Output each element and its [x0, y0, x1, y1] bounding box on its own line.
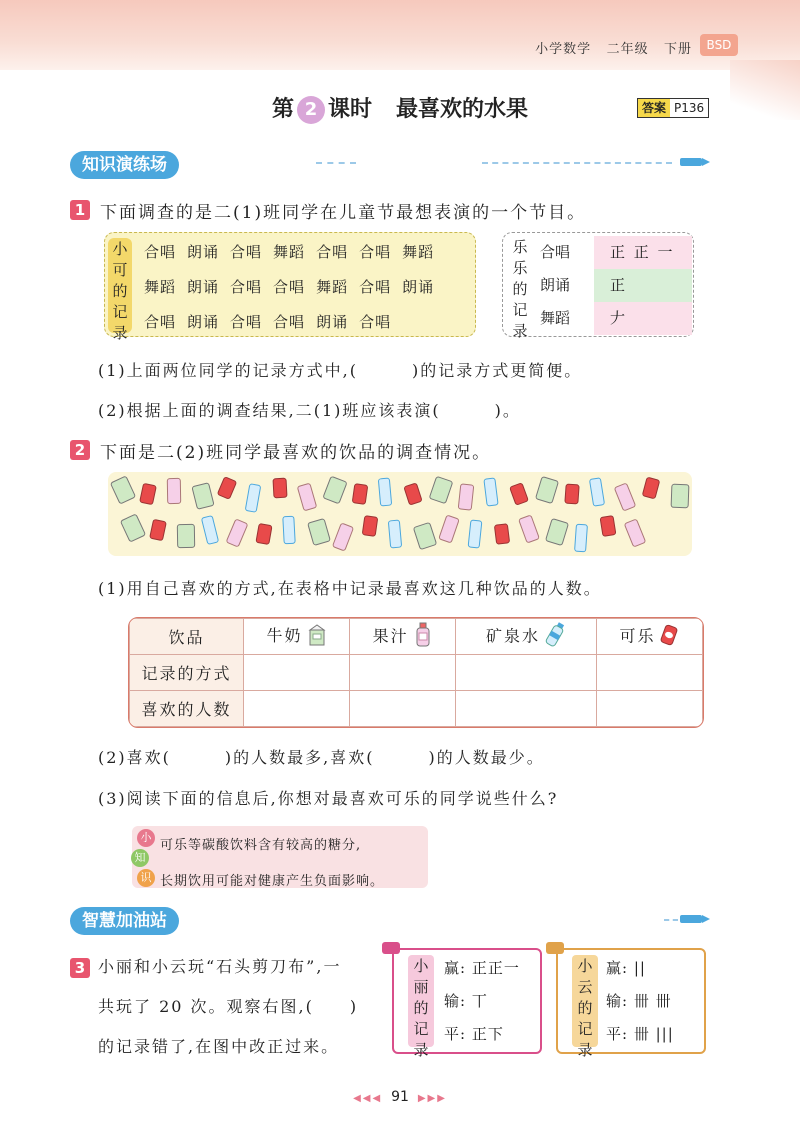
milk-icon [307, 624, 327, 650]
tally-row-recite [540, 269, 692, 302]
milk-carton-icon [110, 475, 136, 504]
record-rows-xiaoke [144, 240, 445, 345]
tally-name: 舞蹈 [540, 309, 571, 327]
milk-carton-icon [120, 513, 146, 542]
q1-sub1: (1)上面两位同学的记录方式中,( )的记录方式更简便。 [98, 361, 583, 380]
juice-bottle-icon [438, 514, 460, 543]
label-char: 小 [112, 240, 128, 258]
col-label: 果汁 [372, 626, 409, 645]
label-char: 的 [112, 282, 128, 300]
label-char: 丽 [413, 978, 429, 996]
water-bottle-icon [467, 519, 482, 548]
tally-row-choir [540, 236, 692, 269]
arrow-left-icon: ◀◀◀ [353, 1093, 383, 1104]
cola-can-icon [659, 623, 679, 651]
question-text: 下面是二(2)班同学最喜欢的饮品的调查情况。 [100, 443, 492, 463]
answer-cell[interactable] [456, 691, 597, 727]
card-row: 赢: 正正一 [444, 959, 520, 977]
book-name: 小学数学 [535, 42, 592, 57]
note-line: 长期饮用可能对健康产生负面影响。 [160, 874, 385, 889]
answer-cell[interactable] [244, 691, 350, 727]
milk-carton-icon [535, 476, 559, 504]
record-item: 朗诵 [402, 278, 435, 296]
answer-cell[interactable] [596, 691, 702, 727]
tally-name: 朗诵 [540, 276, 571, 294]
clip-icon [382, 942, 400, 954]
juice-bottle-icon [225, 518, 248, 547]
divider [316, 162, 356, 164]
record-item: 合唱 [144, 313, 177, 331]
record-item: 合唱 [230, 243, 263, 261]
milk-carton-icon [670, 484, 689, 509]
record-item: 朗诵 [187, 278, 220, 296]
label-char: 的 [413, 999, 429, 1017]
lesson-number: 2 [297, 96, 325, 124]
q3-line: 共玩了 20 次。观察右图,( ) [98, 997, 359, 1016]
answer-label: 答案 [638, 99, 670, 117]
answer-cell[interactable] [456, 655, 597, 691]
water-bottle-icon [483, 477, 498, 506]
record-item: 朗诵 [316, 313, 349, 331]
label-char: 乐 [512, 259, 528, 277]
row-value: 正下 [471, 1025, 504, 1043]
q1-sub2: (2)根据上面的调查结果,二(1)班应该表演( )。 [98, 401, 521, 420]
row-key: 输 [444, 992, 461, 1010]
record-row [144, 240, 445, 275]
juice-bottle-icon [613, 482, 636, 511]
section-tag-practice: 知识演练场 [70, 151, 179, 179]
cola-can-icon [403, 482, 422, 505]
row-key: 平 [606, 1025, 623, 1043]
label-char: 记 [512, 301, 528, 319]
row-key: 平 [444, 1025, 461, 1043]
juice-bottle-icon [413, 622, 433, 652]
col-cola [596, 619, 702, 655]
label-char: 记 [112, 303, 128, 321]
q2-sub3: (3)阅读下面的信息后,你想对最喜欢可乐的同学说些什么? [98, 789, 559, 808]
lesson-name: 最喜欢的水果 [396, 97, 529, 122]
cola-can-icon [149, 519, 167, 541]
question-text: 下面调查的是二(1)班同学在儿童节最想表演的一个节目。 [100, 203, 587, 223]
milk-carton-icon [429, 476, 454, 505]
page-number-value: 91 [391, 1089, 409, 1105]
tally-value: 正 正 一 [594, 236, 692, 269]
record-item: 合唱 [359, 243, 392, 261]
pencil-icon [680, 158, 702, 166]
tally-value: 正 [594, 269, 692, 302]
row-value: 卌 ||| [633, 1025, 674, 1043]
answer-cell[interactable] [596, 655, 702, 691]
row-label-count: 喜欢的人数 [130, 691, 244, 727]
card-label-xiaoyun [572, 955, 598, 1059]
milk-carton-icon [191, 482, 214, 510]
label-char: 录 [112, 324, 128, 342]
col-label: 牛奶 [266, 626, 303, 646]
col-label: 可乐 [619, 626, 656, 645]
drink-table [128, 617, 704, 728]
water-bottle-icon [589, 477, 605, 507]
card-row: 输: 丅 [444, 992, 488, 1010]
note-badge: 知 [131, 849, 149, 867]
answer-page: P136 [670, 99, 708, 117]
water-bottle-icon [282, 516, 295, 545]
juice-bottle-icon [517, 514, 539, 543]
answer-cell[interactable] [244, 655, 350, 691]
record-item: 合唱 [273, 278, 306, 296]
record-label-lele [510, 236, 530, 340]
divider [664, 919, 678, 921]
label-char: 小 [413, 957, 429, 975]
table-header: 饮品 [130, 619, 244, 655]
clip-icon [546, 942, 564, 954]
divider [482, 162, 672, 164]
row-value: 正正一 [471, 959, 520, 977]
label-char: 录 [512, 322, 528, 340]
card-label-xiaoli [408, 955, 434, 1059]
record-item: 舞蹈 [402, 243, 435, 261]
answer-ref[interactable] [637, 98, 709, 118]
col-milk [244, 619, 350, 655]
card-rows-xiaoyun [606, 952, 674, 1051]
cola-can-icon [255, 523, 272, 545]
water-bottle-icon [544, 622, 566, 652]
label-char: 乐 [512, 238, 528, 256]
header-band [0, 0, 800, 70]
card-row: 平: 卌 ||| [606, 1025, 674, 1043]
col-label: 矿泉水 [485, 626, 540, 645]
cola-can-icon [509, 482, 529, 506]
row-key: 输 [606, 992, 623, 1010]
milk-carton-icon [322, 476, 347, 505]
q3-line: 小丽和小云玩“石头剪刀布”,一 [98, 957, 342, 976]
record-item: 合唱 [144, 243, 177, 261]
milk-carton-icon [412, 522, 437, 550]
record-label-xiaoke [108, 238, 132, 342]
note-badge: 小 [137, 829, 155, 847]
title-prefix: 第 [271, 97, 294, 122]
drinks-illustration [108, 472, 692, 556]
tally-name: 合唱 [540, 243, 571, 261]
record-item: 舞蹈 [273, 243, 306, 261]
milk-carton-icon [545, 518, 569, 546]
note-badge: 识 [137, 869, 155, 887]
tally-row-dance [540, 302, 692, 335]
record-item: 合唱 [230, 313, 263, 331]
card-row: 赢: || [606, 959, 646, 977]
juice-bottle-icon [332, 522, 354, 551]
edition-badge: BSD [700, 34, 738, 56]
juice-bottle-icon [296, 483, 317, 512]
label-char: 记 [413, 1020, 429, 1038]
record-item: 朗诵 [187, 243, 220, 261]
q2-sub2: (2)喜欢( )的人数最多,喜欢( )的人数最少。 [98, 748, 545, 767]
cola-can-icon [494, 523, 510, 545]
record-item: 舞蹈 [316, 278, 349, 296]
row-key: 赢 [444, 959, 461, 977]
cola-can-icon [217, 476, 238, 500]
label-char: 记 [577, 1020, 593, 1038]
title-suffix: 课时 [327, 97, 372, 122]
label-char: 小 [577, 957, 593, 975]
cola-can-icon [139, 483, 157, 505]
question-number: 3 [70, 958, 90, 978]
cola-can-icon [564, 484, 579, 505]
water-bottle-icon [388, 520, 402, 549]
section-tag-challenge: 智慧加油站 [70, 907, 179, 935]
juice-bottle-icon [457, 483, 474, 510]
note-line: 可乐等碳酸饮料含有较高的糖分, [160, 838, 362, 853]
water-bottle-icon [244, 483, 261, 513]
q2-sub1: (1)用自己喜欢的方式,在表格中记录最喜欢这几种饮品的人数。 [98, 579, 602, 598]
row-value: 卌 卌 [633, 992, 672, 1010]
record-item: 朗诵 [187, 313, 220, 331]
record-item: 合唱 [359, 278, 392, 296]
juice-bottle-icon [167, 478, 181, 504]
col-water [456, 619, 597, 655]
record-item: 合唱 [230, 278, 263, 296]
volume-label: 下册 [663, 42, 692, 57]
page-number [0, 1089, 800, 1105]
question-number: 2 [70, 440, 90, 460]
record-item: 合唱 [273, 313, 306, 331]
question-number: 1 [70, 200, 90, 220]
label-char: 的 [512, 280, 528, 298]
arrow-right-icon: ▶▶▶ [417, 1093, 447, 1104]
label-char: 的 [577, 999, 593, 1017]
card-row: 平: 正下 [444, 1025, 504, 1043]
q3-line: 的记录错了,在图中改正过来。 [98, 1037, 340, 1056]
card-row: 输: 卌 卌 [606, 992, 672, 1010]
card-rows-xiaoli [444, 952, 520, 1051]
label-char: 录 [413, 1041, 429, 1059]
record-item: 合唱 [359, 313, 392, 331]
record-row [144, 310, 445, 345]
cola-can-icon [642, 477, 661, 500]
row-value: 丅 [471, 992, 488, 1010]
col-juice [350, 619, 456, 655]
answer-cell[interactable] [350, 655, 456, 691]
milk-carton-icon [177, 524, 195, 548]
record-item: 合唱 [316, 243, 349, 261]
label-char: 云 [577, 978, 593, 996]
water-bottle-icon [200, 515, 218, 545]
grade-label: 二年级 [606, 42, 649, 57]
juice-bottle-icon [623, 518, 646, 547]
row-key: 赢 [606, 959, 623, 977]
pencil-icon [680, 915, 702, 923]
water-bottle-icon [378, 478, 392, 507]
answer-cell[interactable] [350, 691, 456, 727]
label-char: 可 [112, 261, 128, 279]
record-row [144, 275, 445, 310]
header-info [535, 38, 692, 57]
label-char: 录 [577, 1041, 593, 1059]
water-bottle-icon [574, 524, 588, 553]
cola-can-icon [351, 483, 368, 505]
milk-carton-icon [307, 518, 331, 546]
cola-can-icon [361, 515, 378, 537]
row-label-record: 记录的方式 [130, 655, 244, 691]
row-value: || [633, 959, 646, 977]
record-item: 舞蹈 [144, 278, 177, 296]
cola-can-icon [272, 478, 287, 499]
tally-value: 𠂇 [594, 302, 692, 335]
cola-can-icon [600, 515, 617, 537]
